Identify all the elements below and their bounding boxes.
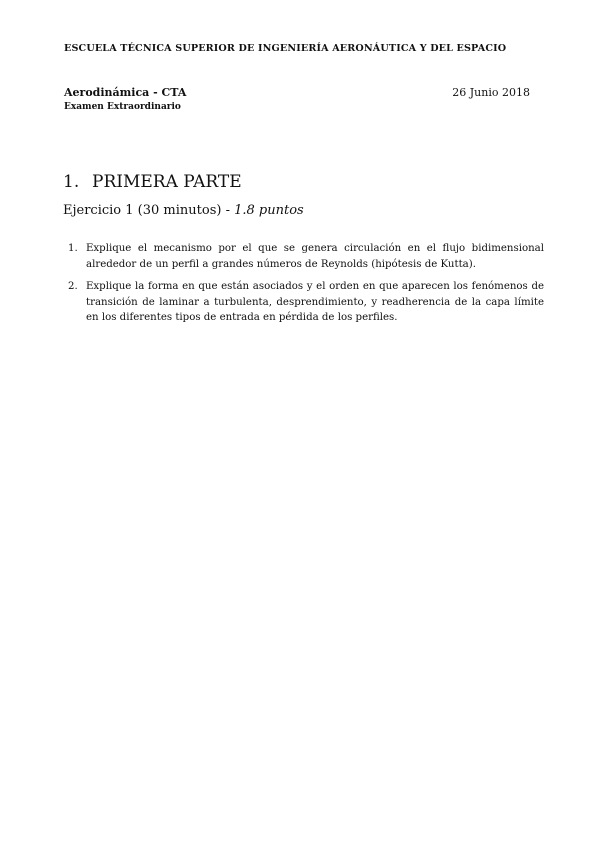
school-name: ESCUELA TÉCNICA SUPERIOR DE INGENIERÍA AERONÁUTICA Y DEL ESPACIO: [64, 43, 507, 54]
exercise-title: Ejercicio 1 (30 minutos) -: [63, 203, 235, 218]
question-list: [68, 241, 544, 333]
question-number: 2.: [68, 281, 78, 292]
question-text: Explique el mecanismo por el que se genera circulación en el flujo bidimensional alrededor de un perfil a grandes números de Reynolds (hipótesis de Kutta).: [86, 243, 544, 270]
question-number: 1.: [68, 243, 78, 254]
exercise-heading: [63, 203, 304, 218]
exam-type: Examen Extraordinario: [64, 102, 181, 112]
section-heading: [63, 172, 242, 192]
exam-date: 26 Junio 2018: [452, 86, 530, 99]
exercise-points: 1.8 puntos: [234, 203, 304, 218]
question-text: Explique la forma en que están asociados y el orden en que aparecen los fenómenos de transición de laminar a turbulenta, desprendimiento, y readherencia de la capa límite en los diferentes tipos de entrada en pérdida de los perfiles.: [86, 281, 544, 323]
section-number: 1.: [63, 172, 80, 193]
section-title: PRIMERA PARTE: [92, 172, 242, 193]
course-title: Aerodinámica - CTA: [64, 86, 187, 99]
question-item: [68, 279, 544, 326]
question-item: [68, 241, 544, 272]
